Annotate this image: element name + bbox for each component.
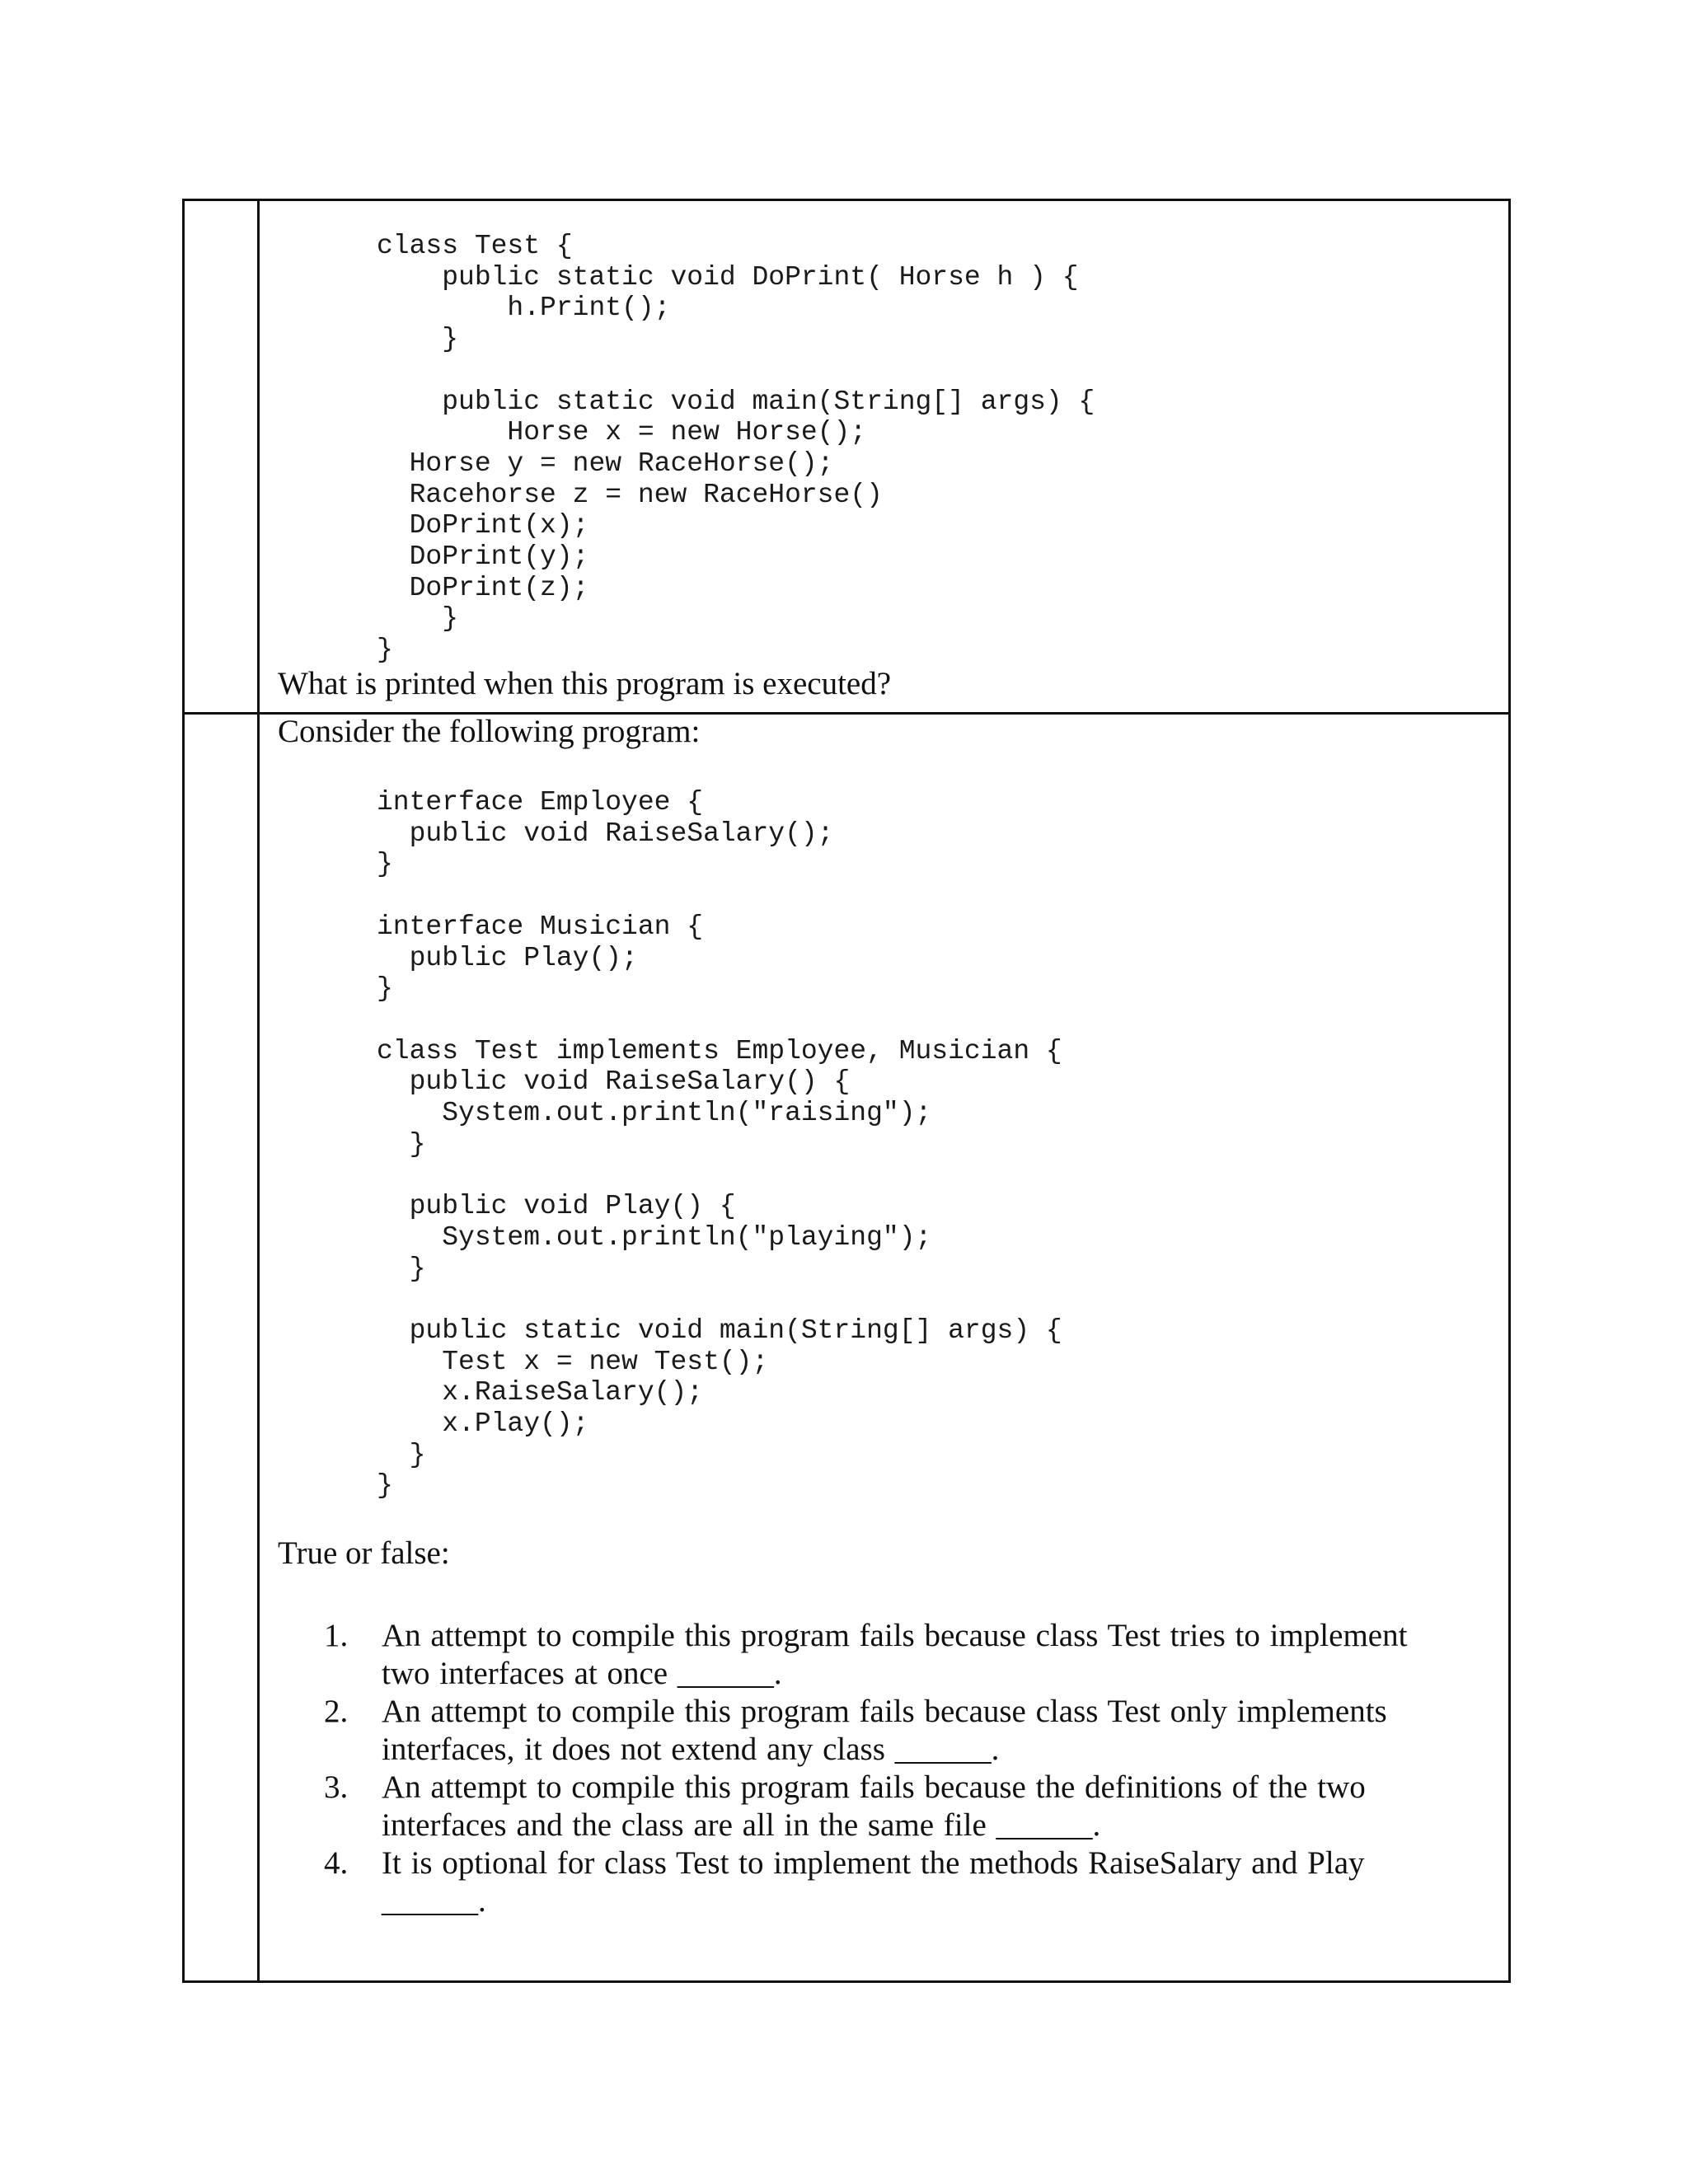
- item-number: 3.: [324, 1769, 349, 1805]
- code-block-interfaces: interface Employee { public void RaiseSalary(); } interface Musician { public Play(); } class Test implements Employee, Musician { public void RaiseSalary() { System.out.println("raising"); } public void Play() { System.out.println("playing"); } public static void main(String[] args) { Test x = new Test(); x.RaiseSalary(); x.Play(); } }: [377, 787, 1062, 1502]
- item-number: 2.: [324, 1694, 349, 1729]
- question-intro: Consider the following program:: [278, 714, 701, 749]
- list-item: [324, 1844, 1461, 1920]
- question-content-cell: [260, 715, 1508, 1980]
- item-text: It is optional for class Test to implement the methods RaiseSalary and Play ______.: [382, 1845, 1365, 1919]
- item-text: An attempt to compile this program fails because class Test tries to implement two interfaces at once ______.: [382, 1618, 1408, 1691]
- list-item: [324, 1769, 1461, 1844]
- item-number: 4.: [324, 1845, 349, 1881]
- true-false-prompt: True or false:: [278, 1535, 450, 1571]
- question-content-cell: [260, 201, 1508, 712]
- question-row-b: [185, 712, 1508, 1980]
- question-row-a: [185, 201, 1508, 712]
- question-text: What is printed when this program is executed?: [278, 666, 892, 701]
- item-text: An attempt to compile this program fails because the definitions of the two interfaces and the class are all in the same file ______.: [382, 1769, 1366, 1843]
- code-block-horse: class Test { public static void DoPrint( Horse h ) { h.Print(); } public static void main(String[] args) { Horse x = new Horse(); Horse y = new RaceHorse(); Racehorse z = new RaceHorse() DoPrint(x); DoPrint(y); DoPrint(z); } }: [377, 231, 1095, 666]
- question-number-cell: [185, 201, 260, 712]
- question-number-cell: [185, 715, 260, 1980]
- true-false-list: [324, 1617, 1461, 1920]
- exam-table: [182, 199, 1511, 1983]
- item-text: An attempt to compile this program fails because class Test only implements interfaces, it does not extend any class ______.: [382, 1694, 1387, 1767]
- list-item: [324, 1693, 1461, 1769]
- item-number: 1.: [324, 1618, 349, 1653]
- list-item: [324, 1617, 1461, 1693]
